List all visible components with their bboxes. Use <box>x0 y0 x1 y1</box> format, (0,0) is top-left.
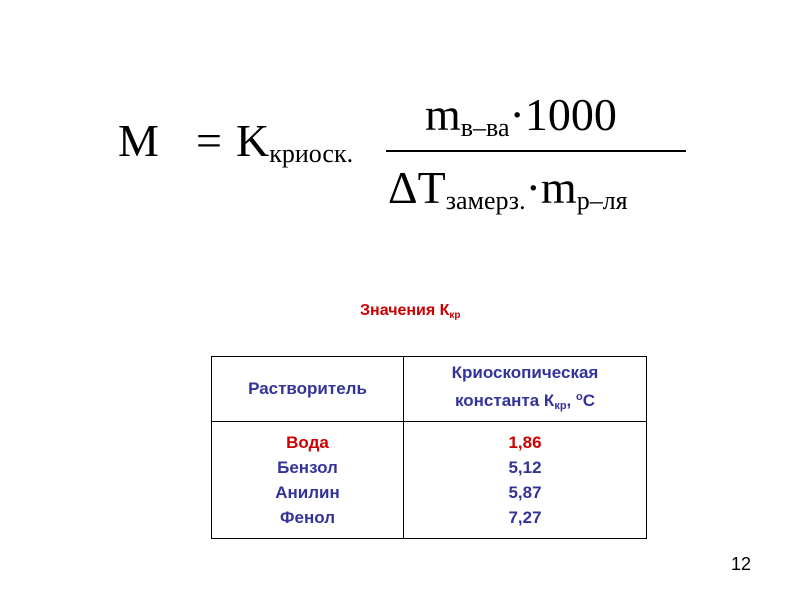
constant-benzene: 5,12 <box>508 458 542 477</box>
header-constant-line2 <box>404 385 646 419</box>
solvent-benzene: Бензол <box>277 458 338 477</box>
formula-molar-mass: M <box>118 115 159 166</box>
formula-k-subscript: криоск. <box>269 139 354 168</box>
solvent-list <box>212 422 404 539</box>
formula-constant <box>236 115 354 168</box>
numerator-m: m <box>425 89 461 140</box>
header-degree-sup: о <box>576 390 583 403</box>
header-constant-text: константа К <box>454 390 555 410</box>
header-constant-comma: , <box>566 390 576 410</box>
solvent-aniline: Анилин <box>275 483 340 502</box>
formula-k-symbol: K <box>236 115 270 166</box>
header-solvent: Растворитель <box>212 357 404 422</box>
fraction-line <box>386 150 686 152</box>
solvent-water: Вода <box>286 433 329 452</box>
formula-numerator <box>425 89 617 142</box>
solvent-phenol: Фенол <box>280 508 335 527</box>
denominator-t-subscript: замерз. <box>445 186 526 215</box>
cryoscopic-formula <box>0 0 800 240</box>
denominator-times-m: ·m <box>525 162 577 213</box>
numerator-times-1000: ·1000 <box>509 89 617 140</box>
header-constant <box>404 357 647 422</box>
table-title <box>360 302 461 321</box>
table-body-row <box>212 422 647 539</box>
constant-water: 1,86 <box>508 433 542 452</box>
table-header-row <box>212 357 647 422</box>
page-number: 12 <box>731 554 752 574</box>
constant-aniline: 5,87 <box>508 483 542 502</box>
denominator-m-subscript: р–ля <box>576 186 628 215</box>
denominator-delta-t: ΔT <box>388 162 446 213</box>
header-constant-line1: Криоскопическая <box>451 362 599 382</box>
header-constant-sub: кр <box>554 399 567 412</box>
header-unit: С <box>582 390 596 410</box>
formula-denominator <box>388 162 628 215</box>
constant-list <box>404 422 647 539</box>
numerator-m-subscript: в–ва <box>460 113 510 142</box>
formula-equals: = <box>196 115 222 166</box>
table-title-subscript: кр <box>449 310 461 321</box>
table-title-text: Значения К <box>360 302 450 319</box>
constant-phenol: 7,27 <box>508 508 542 527</box>
cryoscopic-constants-table <box>211 356 647 539</box>
